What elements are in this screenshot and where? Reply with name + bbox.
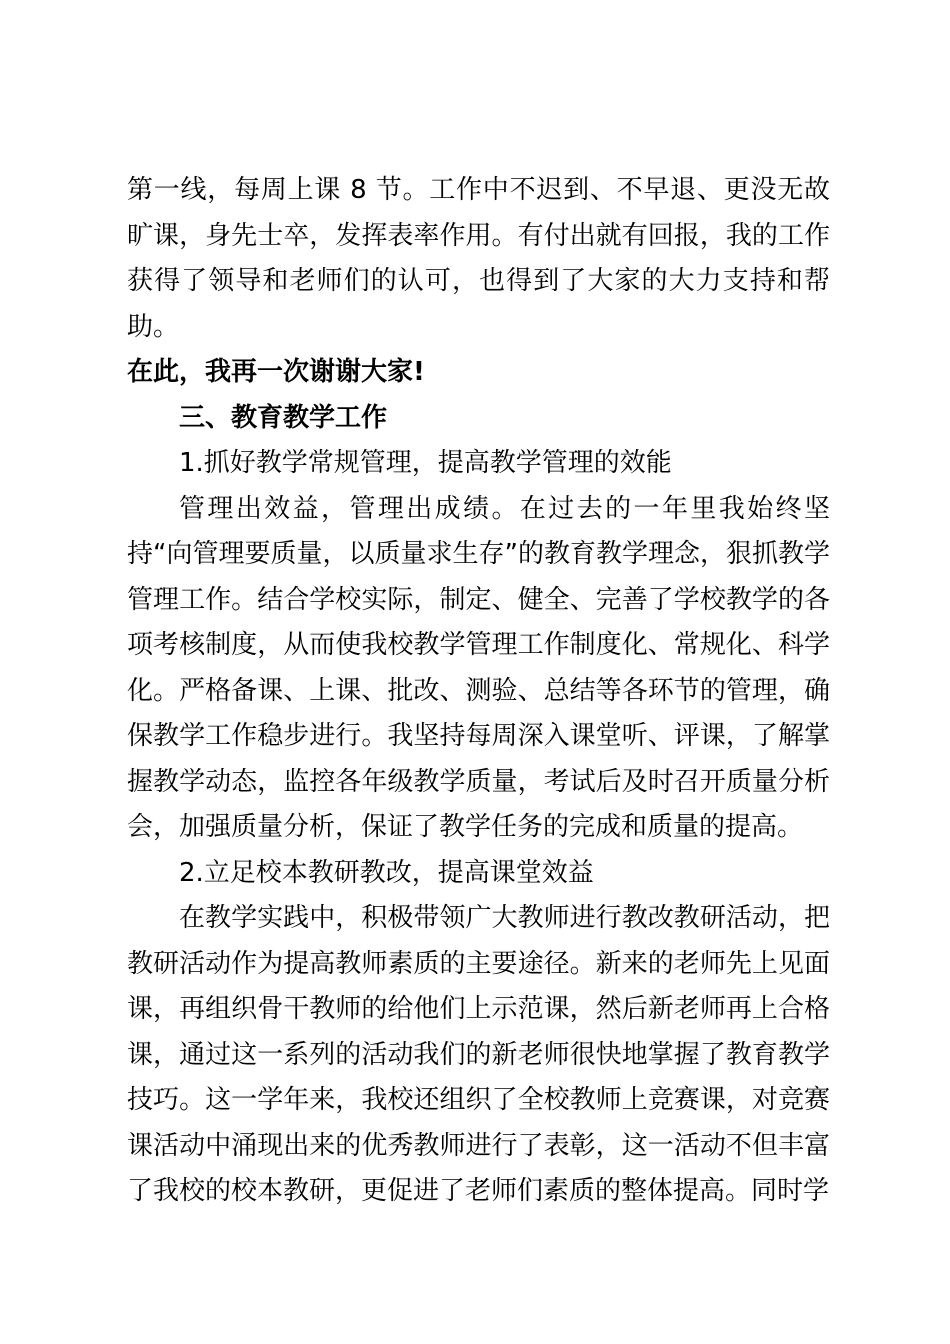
paragraph-school-research: 在教学实践中，积极带领广大教师进行教改教研活动，把教研活动作为提高教师素质的主要途径。新来的老师先上见面课，再组织骨干教师的给他们上示范课，然后新老师再上合格课，通过这一系列的活动我们的新老师很快地掌握了教育教学技巧。这一学年来，我校还组织了全校教师上竞赛课，对竞赛课活动中涌现出来的优秀教师进行了表彰，这一活动不但丰富了我校的校本教研，更促进了老师们素质的整体提高。同时学 (127, 903, 830, 1206)
thanks-line: 在此，我再一次谢谢大家! (127, 357, 425, 387)
document-body (127, 168, 830, 1215)
paragraph-continuation: 第一线，每周上课 8 节。工作中不迟到、不早退、更没无故旷课，身先士卒，发挥表率作用。有付出就有回报，我的工作获得了领导和老师们的认可，也得到了大家的大力支持和帮助。 (127, 175, 830, 342)
subsection-heading-2: 2.立足校本教研教改，提高课堂效益 (179, 857, 594, 888)
paragraph-teaching-management: 管理出效益，管理出成绩。在过去的一年里我始终坚持“向管理要质量，以质量求生存”的教育教学理念，狠抓教学管理工作。结合学校实际，制定、健全、完善了学校教学的各项考核制度，从而使我校教学管理工作制度化、常规化、科学化。严格备课、上课、批改、测验、总结等各环节的管理，确保教学工作稳步进行。我坚持每周深入课堂听、评课，了解掌握教学动态，监控各年级教学质量，考试后及时召开质量分析会，加强质量分析，保证了教学任务的完成和质量的提高。 (127, 493, 830, 842)
section-heading: 三、教育教学工作 (179, 402, 388, 433)
subsection-heading-1: 1.抓好教学常规管理，提高教学管理的效能 (179, 448, 672, 478)
